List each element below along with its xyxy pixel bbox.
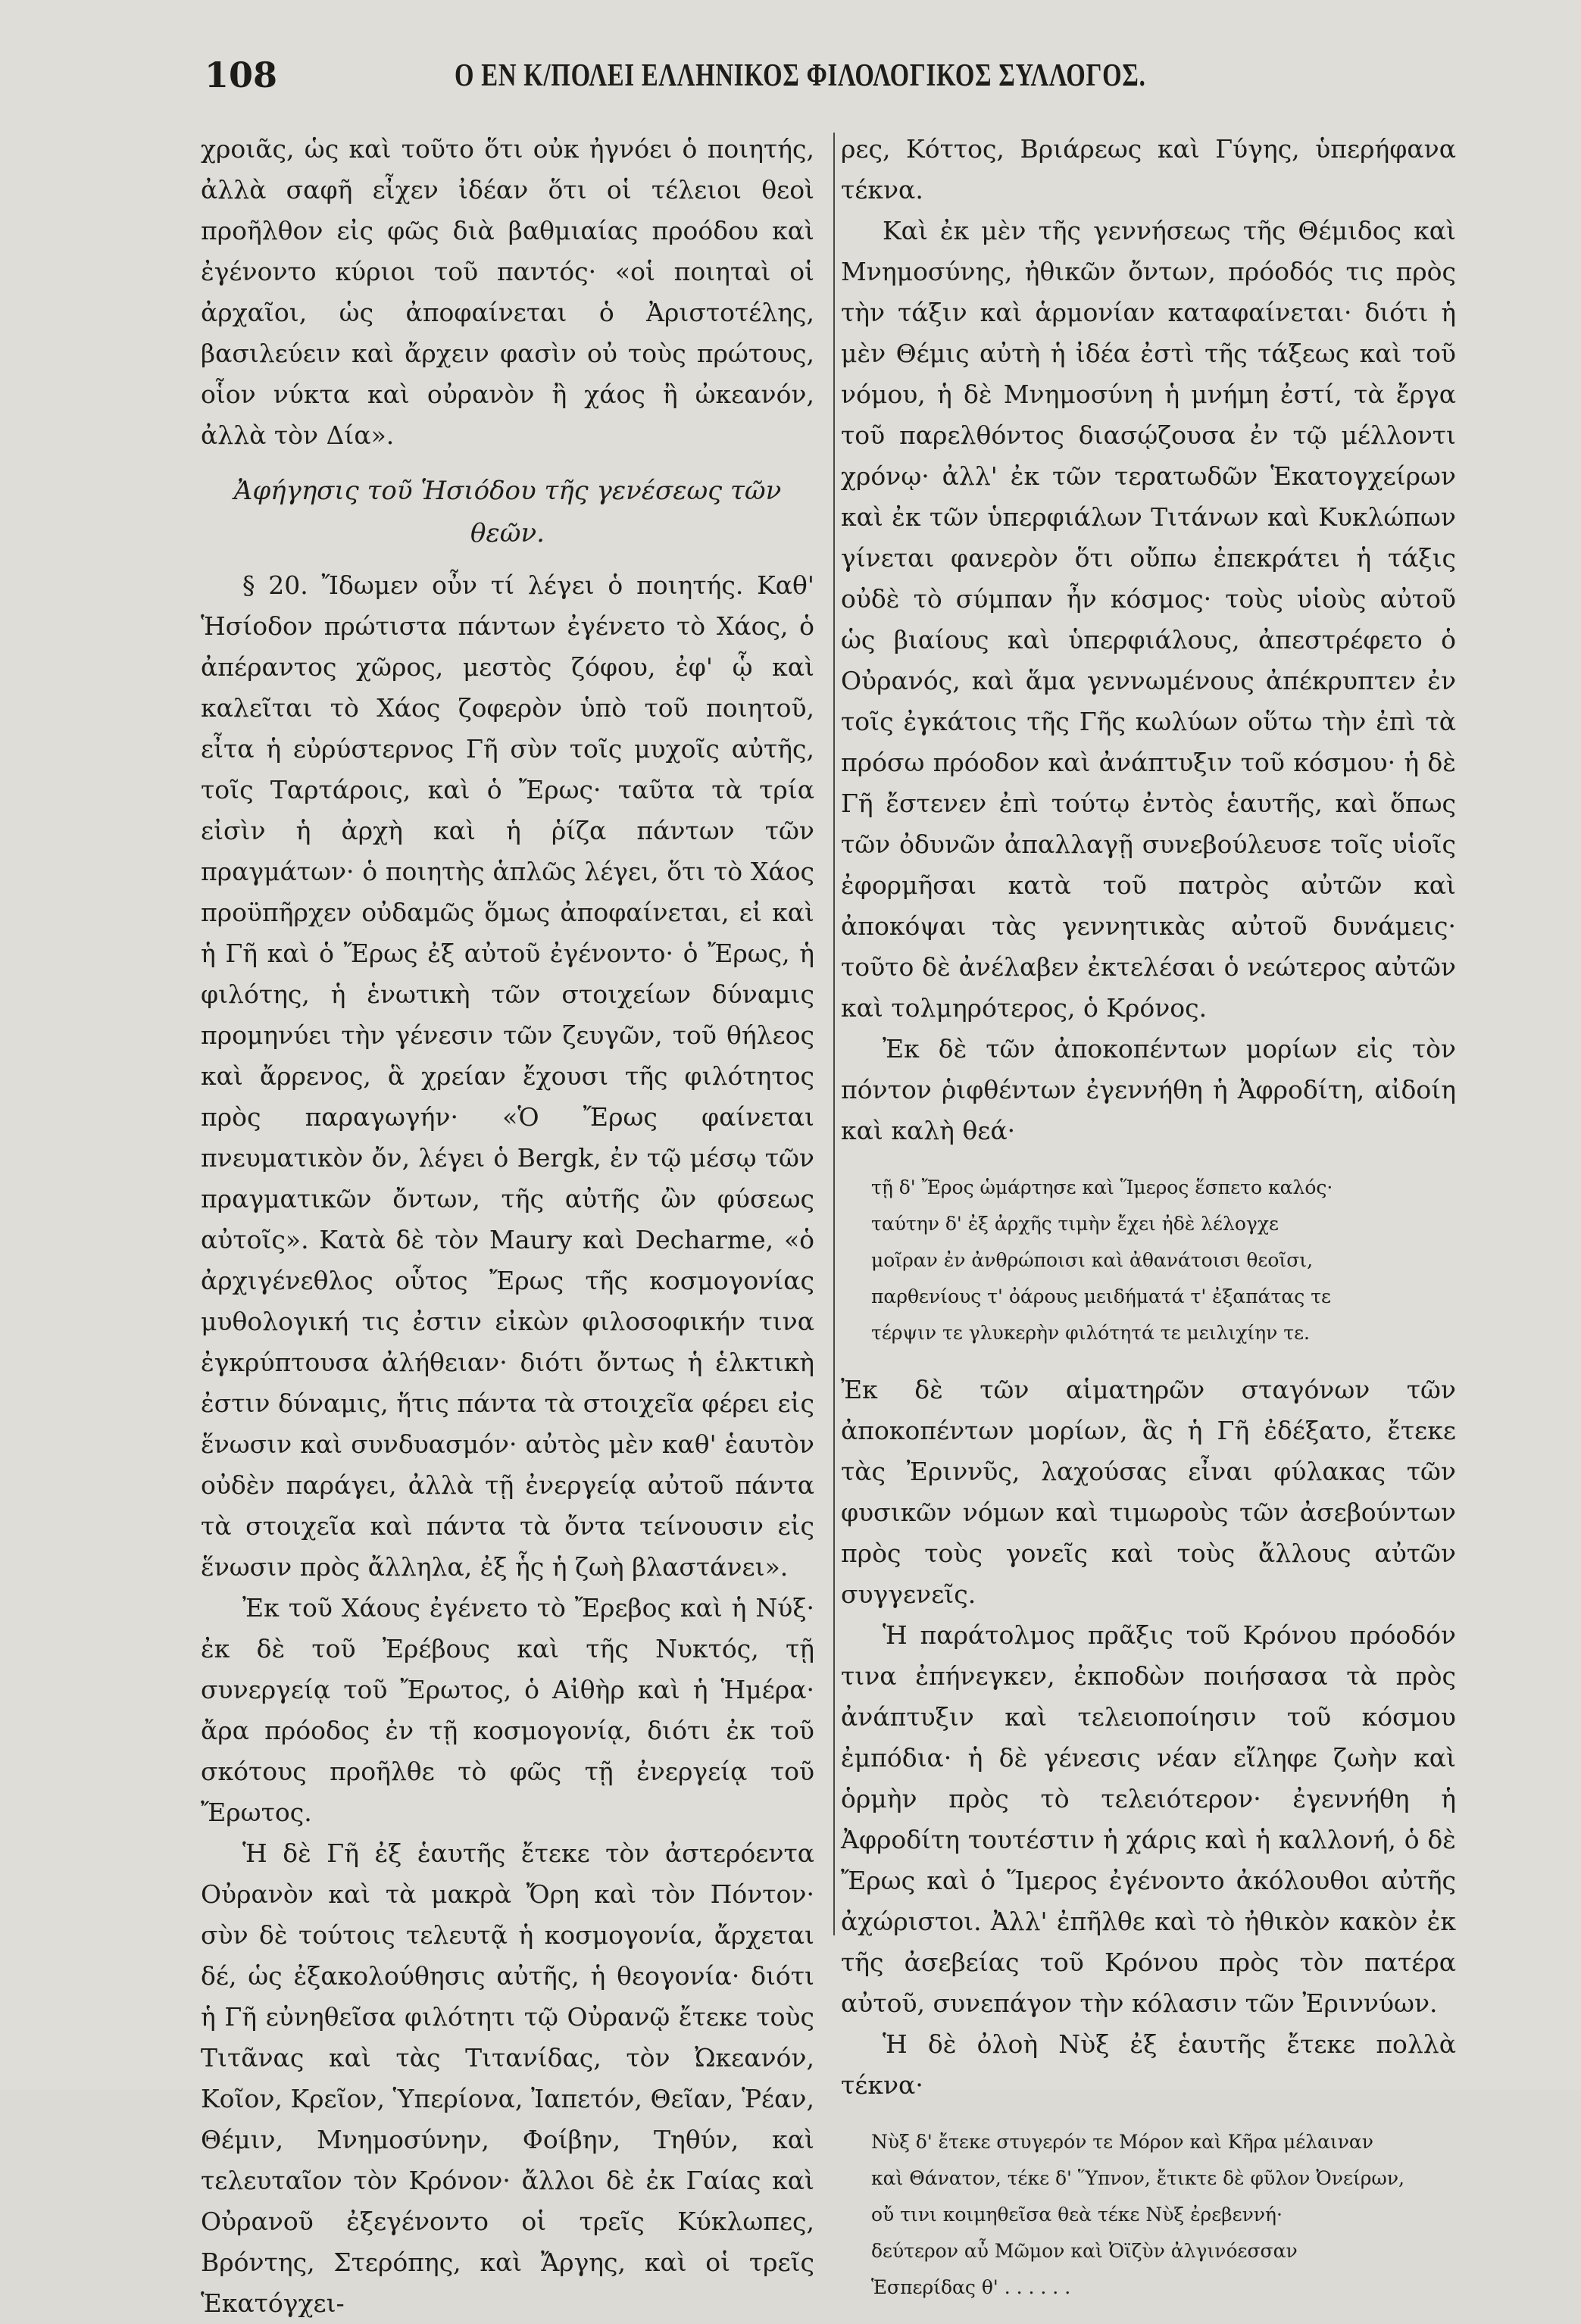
verse-line: καὶ Θάνατον, τέκε δ' Ὕπνον, ἔτικτε δὲ φῦλον Ὀνείρων, — [871, 2167, 1404, 2189]
verse-line: οὔ τινι κοιμηθεῖσα θεὰ τέκε Νὺξ ἐρεβεννή· — [871, 2204, 1283, 2226]
paragraph: Ἡ δὲ ὀλοὴ Νὺξ ἐξ ἑαυτῆς ἔτεκε πολλὰ τέκνα· — [841, 2029, 1456, 2100]
verse-line: ταύτην δ' ἐξ ἀρχῆς τιμὴν ἔχει ἠδὲ λέλογχε — [871, 1213, 1279, 1235]
paragraph: Ἡ παράτολμος πρᾶξις τοῦ Κρόνου πρόοδόν τινα ἐπήνεγκεν, ἐκποδὼν ποιήσασα τὰ πρὸς ἀνάπτυξιν καὶ τελειοποίησιν τοῦ κόσμου ἐμπόδια· ἡ δὲ γένεσις νέαν εἴληφε ζωὴν καὶ ὁρμὴν πρὸς τὸ τελειότερον· ἐγεννήθη ἡ Ἀφροδίτη τουτέστιν ἡ χάρις καὶ ἡ καλλονή, ὁ δὲ Ἔρως καὶ ὁ Ἵμερος ἐγένοντο ἀκόλουθοι αὐτῆς ἀχώριστοι. Ἀλλ' ἐπῆλθε καὶ τὸ ἠθικὸν κακὸν ἐκ τῆς ἀσεβείας τοῦ Κρόνου πρὸς τὸν πατέρα αὐτοῦ, συνεπάγον τὴν κόλασιν τῶν Ἐριννύων. — [841, 1620, 1456, 2018]
paragraph: Ἡ δὲ Γῆ ἐξ ἑαυτῆς ἔτεκε τὸν ἀστερόεντα Οὐρανὸν καὶ τὰ μακρὰ Ὄρη καὶ τὸν Πόντον· σὺν δὲ τούτοις τελευτᾷ ἡ κοσμογονία, ἄρχεται δέ, ὡς ἐξακολούθησις αὐτῆς, ἡ θεογονία· διότι ἡ Γῆ εὐνηθεῖσα φιλότητι τῷ Οὐρανῷ ἔτεκε τοὺς Τιτᾶνας καὶ τὰς Τιτανίδας, τὸν Ὠκεανόν, Κοῖον, Κρεῖον, Ὑπερίονα, Ἰαπετόν, Θεῖαν, Ῥέαν, Θέμιν, Μνημοσύνην, Φοίβην, Τηθύν, καὶ τελευταῖον τὸν Κρόνον· ἄλλοι δὲ ἐκ Γαίας καὶ Οὐρανοῦ ἐξεγένοντο οἱ τρεῖς Κύκλωπες, Βρόντης, Στερόπης, καὶ Ἄργης, καὶ οἱ τρεῖς Ἑκατόγχει- — [201, 1838, 814, 2318]
verse-line: μοῖραν ἐν ἀνθρώποισι καὶ ἀθανάτοισι θεοῖσι, — [871, 1249, 1314, 1271]
left-column — [201, 129, 814, 2324]
page-header — [205, 55, 1204, 100]
verse-line: δεύτερον αὖ Μῶμον καὶ Ὀϊζὺν ἀλγινόεσσαν — [871, 2240, 1298, 2262]
paragraph: Καὶ ἐκ μὲν τῆς γεννήσεως τῆς Θέμιδος καὶ Μνημοσύνης, ἠθικῶν ὄντων, πρόοδός τις πρὸς τὴν τάξιν καὶ ἁρμονίαν καταφαίνεται· διότι ἡ μὲν Θέμις αὐτὴ ἡ ἰδέα ἐστὶ τῆς τάξεως καὶ τοῦ νόμου, ἡ δὲ Μνημοσύνη ἡ μνήμη ἐστί, τὰ ἔργα τοῦ παρελθόντος διασῴζουσα ἐν τῷ μέλλοντι χρόνῳ· ἀλλ' ἐκ τῶν τερατωδῶν Ἑκατογχείρων καὶ ἐκ τῶν ὑπερφιάλων Τιτάνων καὶ Κυκλώπων γίνεται φανερὸν ὅτι οὔπω ἐπεκράτει ἡ τάξις οὐδὲ τὸ σύμπαν ἦν κόσμος· τοὺς υἱοὺς αὐτοῦ ὡς βιαίους καὶ ὑπερφιάλους, ἀπεστρέφετο ὁ Οὐρανός, καὶ ἅμα γεννωμένους ἀπέκρυπτεν ἐν τοῖς ἐγκάτοις τῆς Γῆς κωλύων οὕτω τὴν ἐπὶ τὰ πρόσω πρόοδον καὶ ἀνάπτυξιν τοῦ κόσμου· ἡ δὲ Γῆ ἔστενεν ἐπὶ τούτῳ ἐντὸς ἑαυτῆς, καὶ ὅπως τῶν ὀδυνῶν ἀπαλλαγῇ συνεβούλευσε τοῖς υἱοῖς ἐφορμῆσαι κατὰ τοῦ πατρὸς αὐτῶν καὶ ἀποκόψαι τὰς γεννητικὰς αὐτοῦ δυνάμεις· τοῦτο δὲ ἀνέλαβεν ἐκτελέσαι ὁ νεώτερος αὐτῶν καὶ τολμηρότερος, ὁ Κρόνος. — [841, 216, 1456, 1023]
running-title: Ο ΕΝ Κ/ΠΟΛΕΙ ΕΛΛΗΝΙΚΟΣ ΦΙΛΟΛΟΓΙΚΟΣ ΣΥΛΛΟΓΟΣ. — [455, 58, 1146, 93]
verse-quotation — [841, 2124, 1456, 2306]
column-divider — [833, 133, 835, 1935]
section-heading: Ἀφήγησις τοῦ Ἡσιόδου τῆς γενέσεως τῶν θεῶν. — [233, 476, 782, 548]
paragraph: ρες, Κόττος, Βριάρεως καὶ Γύγης, ὑπερήφανα τέκνα. — [841, 134, 1456, 205]
verse-line: τέρψιν τε γλυκερὴν φιλότητά τε μειλιχίην τε. — [871, 1322, 1310, 1344]
page-number: 108 — [205, 55, 278, 95]
paragraph: Ἐκ τοῦ Χάους ἐγένετο τὸ Ἔρεβος καὶ ἡ Νύξ· ἐκ δὲ τοῦ Ἐρέβους καὶ τῆς Νυκτός, τῇ συνεργείᾳ τοῦ Ἔρωτος, ὁ Αἰθὴρ καὶ ἡ Ἡμέρα· ἄρα πρόοδος ἐν τῇ κοσμογονίᾳ, διότι ἐκ τοῦ σκότους προῆλθε τὸ φῶς τῇ ἐνεργείᾳ τοῦ Ἔρωτος. — [201, 1593, 814, 1827]
paragraph: Ἐκ δὲ τῶν ἀποκοπέντων μορίων εἰς τὸν πόντον ῥιφθέντων ἐγεννήθη ἡ Ἀφροδίτη, αἰδοίη καὶ καλὴ θεά· — [841, 1034, 1456, 1145]
paragraph: § 20. Ἴδωμεν οὖν τί λέγει ὁ ποιητής. Καθ' Ἡσίοδον πρώτιστα πάντων ἐγένετο τὸ Χάος, ὁ ἀπέραντος χῶρος, μεστὸς ζόφου, ἐφ' ᾧ καὶ καλεῖται τὸ Χάος ζοφερὸν ὑπὸ τοῦ ποιητοῦ, εἶτα ἡ εὐρύστερνος Γῆ σὺν τοῖς μυχοῖς αὐτῆς, τοῖς Ταρτάροις, καὶ ὁ Ἔρως· ταῦτα τὰ τρία εἰσὶν ἡ ἀρχὴ καὶ ἡ ῥίζα πάντων τῶν πραγμάτων· ὁ ποιητὴς ἁπλῶς λέγει, ὅτι τὸ Χάος προϋπῆρχεν οὐδαμῶς ὅμως ἀποφαίνεται, εἰ καὶ ἡ Γῆ καὶ ὁ Ἔρως ἐξ αὐτοῦ ἐγένοντο· ὁ Ἔρως, ἡ φιλότης, ἡ ἑνωτικὴ τῶν στοιχείων δύναμις προμηνύει τὴν γένεσιν τῶν ζευγῶν, τοῦ θήλεος καὶ ἄρρενος, ἃ χρείαν ἔχουσι τῆς φιλότητος πρὸς παραγωγήν· «Ὁ Ἔρως φαίνεται πνευματικὸν ὄν, λέγει ὁ Bergk, ἐν τῷ μέσῳ τῶν πραγματικῶν ὄντων, τῆς αὐτῆς ὢν φύσεως αὐτοῖς». Κατὰ δὲ τὸν Maury καὶ Decharme, «ὁ ἀρχιγένεθλος οὗτος Ἔρως τῆς κοσμογονίας μυθολογική τις ἐστιν εἰκὼν φιλοσοφικήν τινα ἐγκρύπτουσα ἀλήθειαν· διότι ὄντως ἡ ἑλκτικὴ ἐστιν δύναμις, ἥτις πάντα τὰ στοιχεῖα φέρει εἰς ἕνωσιν καὶ συνδυασμόν· αὐτὸς μὲν καθ' ἑαυτὸν οὐδὲν παράγει, ἀλλὰ τῇ ἐνεργείᾳ αὐτοῦ πάντα τὰ στοιχεῖα καὶ πάντα τὰ ὄντα τείνουσιν εἰς ἕνωσιν πρὸς ἄλληλα, ἐξ ἧς ἡ ζωὴ βλαστάνει». — [201, 570, 814, 1582]
verse-line: Νὺξ δ' ἔτεκε στυγερόν τε Μόρον καὶ Κῆρα μέλαιναν — [871, 2131, 1373, 2153]
verse-line: Ἑσπερίδας θ' . . . . . . — [871, 2276, 1071, 2298]
verse-line: παρθενίους τ' ὀάρους μειδήματά τ' ἐξαπάτας τε — [871, 1285, 1331, 1307]
paragraph: Ἐκ δὲ τῶν αἱματηρῶν σταγόνων τῶν ἀποκοπέντων μορίων, ἃς ἡ Γῆ ἐδέξατο, ἔτεκε τὰς Ἐριννῦς, λαχούσας εἶναι φύλακας τῶν φυσικῶν νόμων καὶ τιμωροὺς τῶν ἀσεβούντων πρὸς τοὺς γονεῖς καὶ τοὺς ἄλλους αὐτῶν συγγενεῖς. — [841, 1375, 1456, 1609]
right-column — [841, 129, 1456, 2324]
paragraph: χροιᾶς, ὡς καὶ τοῦτο ὅτι οὐκ ἠγνόει ὁ ποιητής, ἀλλὰ σαφῆ εἶχεν ἰδέαν ὅτι οἱ τέλειοι θεοὶ προῆλθον εἰς φῶς διὰ βαθμιαίας προόδου καὶ ἐγένοντο κύριοι τοῦ παντός· «οἱ ποιηταὶ οἱ ἀρχαῖοι, ὡς ἀποφαίνεται ὁ Ἀριστοτέλης, βασιλεύειν καὶ ἄρχειν φασὶν οὐ τοὺς πρώτους, οἷον νύκτα καὶ οὐρανὸν ἢ χάος ἢ ὠκεανόν, ἀλλὰ τὸν Δία». — [201, 134, 814, 450]
verse-line: τῇ δ' Ἔρος ὡμάρτησε καὶ Ἵμερος ἕσπετο καλός· — [871, 1176, 1333, 1198]
verse-quotation — [841, 1170, 1456, 1351]
